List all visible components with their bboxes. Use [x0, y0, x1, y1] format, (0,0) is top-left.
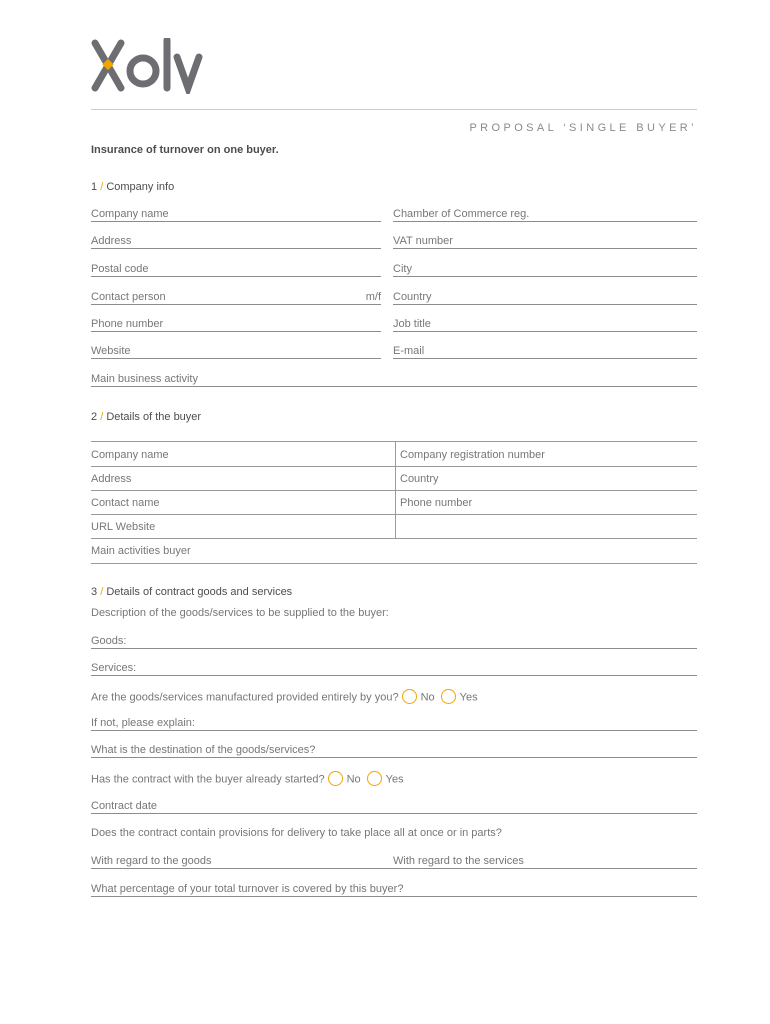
section-3-title: 3 / Details of contract goods and services: [91, 586, 293, 598]
started-no-radio[interactable]: [328, 771, 343, 786]
xolv-logo: [91, 38, 203, 94]
buyer-country-cell[interactable]: Country: [400, 473, 439, 485]
destination-field[interactable]: What is the destination of the goods/services?: [91, 744, 697, 758]
regard-services-label: With regard to the services: [393, 855, 524, 867]
manufactured-yes-radio[interactable]: [441, 689, 456, 704]
contact-person-field[interactable]: Contact person m/f: [91, 291, 381, 303]
contract-date-field[interactable]: Contract date: [91, 800, 697, 814]
buyer-url-cell[interactable]: URL Website: [91, 521, 156, 533]
gender-label: m/f: [365, 291, 381, 303]
started-yes-radio[interactable]: [367, 771, 382, 786]
turnover-percentage-field[interactable]: What percentage of your total turnover is covered by this buyer?: [91, 883, 697, 897]
phone-number-field[interactable]: Phone number: [91, 318, 381, 332]
vat-number-field[interactable]: VAT number: [393, 235, 697, 249]
buyer-phone-cell[interactable]: Phone number: [400, 497, 473, 509]
postal-code-field[interactable]: Postal code: [91, 263, 381, 277]
goods-description-label: Description of the goods/services to be supplied to the buyer:: [91, 607, 389, 619]
manufactured-no-radio[interactable]: [402, 689, 417, 704]
buyer-company-name-cell[interactable]: Company name: [91, 449, 169, 461]
table-divider: [91, 538, 697, 539]
yes-label: Yes: [385, 773, 404, 786]
delivery-regard-field[interactable]: [91, 855, 697, 869]
chamber-of-commerce-field[interactable]: Chamber of Commerce reg.: [393, 208, 697, 222]
document-title: PROPOSAL ‘SINGLE BUYER’: [469, 122, 697, 134]
no-label: No: [346, 773, 361, 786]
website-field[interactable]: Website: [91, 345, 381, 359]
table-divider: [91, 441, 697, 442]
address-field[interactable]: Address: [91, 235, 381, 249]
job-title-field[interactable]: Job title: [393, 318, 697, 332]
explain-field[interactable]: If not, please explain:: [91, 717, 697, 731]
regard-goods-label: With regard to the goods: [91, 855, 212, 867]
table-divider: [91, 514, 697, 515]
country-field[interactable]: Country: [393, 291, 697, 305]
buyer-registration-cell[interactable]: Company registration number: [400, 449, 545, 461]
buyer-contact-name-cell[interactable]: Contact name: [91, 497, 160, 509]
no-label: No: [420, 691, 435, 704]
table-divider: [91, 490, 697, 491]
intro-text: Insurance of turnover on one buyer.: [91, 144, 279, 156]
table-divider: [91, 466, 697, 467]
company-name-field[interactable]: Company name: [91, 208, 381, 222]
services-field[interactable]: Services:: [91, 662, 697, 676]
buyer-main-activities-cell[interactable]: Main activities buyer: [91, 545, 191, 557]
header-divider: [91, 109, 697, 110]
city-field[interactable]: City: [393, 263, 697, 277]
table-divider: [91, 563, 697, 564]
main-business-activity-field[interactable]: Main business activity: [91, 373, 697, 387]
manufactured-question: Are the goods/services manufactured provided entirely by you? No Yes: [91, 690, 478, 705]
yes-label: Yes: [459, 691, 478, 704]
buyer-address-cell[interactable]: Address: [91, 473, 132, 485]
table-column-divider: [395, 441, 396, 538]
goods-field[interactable]: Goods:: [91, 635, 697, 649]
section-2-title: 2 / Details of the buyer: [91, 411, 202, 423]
delivery-question: Does the contract contain provisions for delivery to take place all at once or in parts?: [91, 827, 502, 839]
email-field[interactable]: E-mail: [393, 345, 697, 359]
contract-started-question: Has the contract with the buyer already started? No Yes: [91, 772, 404, 787]
section-1-title: 1 / Company info: [91, 181, 175, 193]
